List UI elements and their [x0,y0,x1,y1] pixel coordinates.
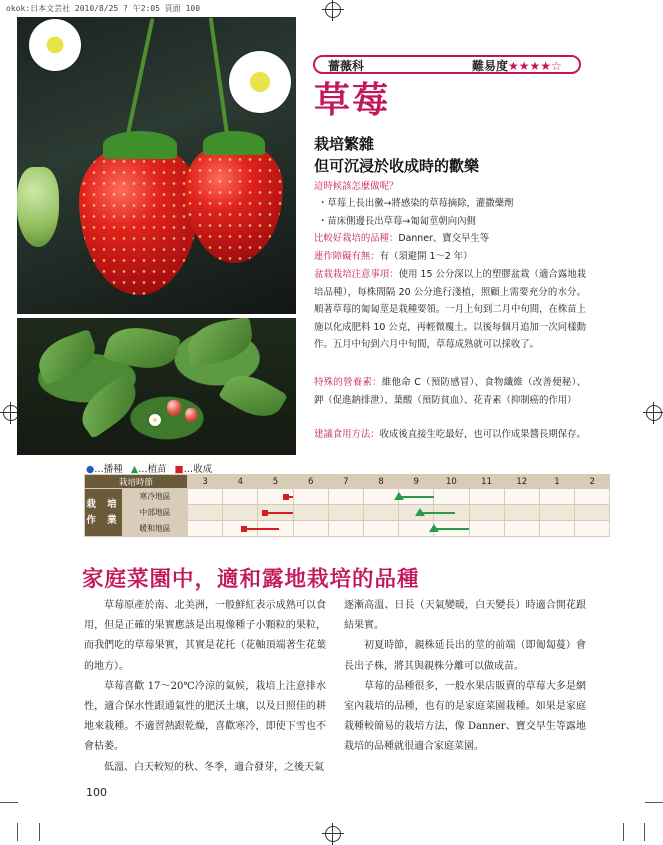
month-header: 7 [328,475,363,489]
cultivation-schedule [84,474,610,537]
registration-mark-right [646,405,662,421]
troubleshooting-item: ・草莓上長出黴→將感染的草莓摘除，灌撒藥劑 [318,198,514,209]
month-header: 8 [363,475,398,489]
legend-harvest: ■…收成 [174,464,213,475]
difficulty-stars: ★★★★☆ [508,59,562,73]
varieties-value: Danner、寶交早生等 [398,233,490,244]
varieties-label: 比較好栽培的品種： [314,233,399,244]
strawberry-calyx [103,131,177,159]
harvest-bar [265,512,293,514]
schedule-legend [86,461,220,475]
stem [124,18,155,146]
crop-mark [623,823,624,841]
unripe-strawberry [17,167,59,247]
planting-bar [434,528,469,530]
troubleshooting-item: ・苗床側邊長出草莓→匍匐莖朝向內側 [318,216,476,227]
troubleshooting-title: 這時候該怎麼做呢？ [314,181,399,192]
notes-label: 盆栽栽培注意事項： [314,269,399,280]
month-header: 11 [469,475,504,489]
crop-mark [645,802,663,803]
month-header: 6 [293,475,328,489]
print-header: okok:日本文芸社 2010/8/25 ? 午2:05 頁面 100 [6,4,201,13]
strawberry-plants-photo [17,318,296,455]
region-cold: 寒冷地區 [123,489,188,505]
leaf [103,320,181,377]
strawberry-right [185,143,283,263]
registration-mark-bottom [325,826,341,842]
rotation-value: 有（須避開 1～2 年） [379,251,473,262]
subtitle-line-1: 栽培繁雜 [314,135,375,153]
body-paragraph: 草莓原產於南、北美洲，一般鮮紅表示成熟可以食用，但是正確的果實應該是出現像種子小顆粒的果粒，而我們吃的草莓果實，其實是花托（花軸頂端著生花葉的地方）。 [84,600,326,672]
month-header: 12 [504,475,539,489]
difficulty-rating [472,57,562,74]
strawberry-calyx [203,131,265,155]
legend-planting: ▲…植苗 [130,464,167,475]
notes-text: 使用 15 公分深以上的塑膠盆栽（適合露地栽培品種），每株間隔 20 公分進行淺植，照顧上需要充分的水分。順著草莓的匍匐莖是栽種要領。一月上旬到二月中旬間，在株苗上施以化成肥料 10 公克，再輕微覆土。以後每個月追加一次同樣動作。五月中旬到六月中旬間，草莓成熟就可以採收了。 [314,269,586,351]
body-paragraph: 草莓喜歡 17～20℃冷涼的氣候，栽培上注意排水性，適合保水性跟通氣性的肥沃土壤，以及日照佳的耕地來栽種。不適習熱跟乾燥，喜歡寒冷，即使下雪也不會枯萎。 [84,680,326,753]
crop-rotation [314,249,586,265]
planting-bar [399,496,434,498]
body-column-right [344,596,586,758]
eating-text: 收成後直接生吃最好，也可以作成果醬長期保存。 [379,429,586,440]
month-header: 4 [223,475,258,489]
strawberry-large [79,145,199,295]
nutrition-label: 特殊的營養素： [314,377,382,388]
schedule-header-label: 栽培時節 [85,475,188,489]
schedule-row-label: 栽 培 作 業 [85,489,123,537]
body-paragraph-continued: 逐漸高溫、日長（天氣變暖，白天變長）時適合開花跟結果實。 [344,600,586,632]
rotation-label: 連作障礙有無： [314,251,380,262]
strawberry-flower [149,414,161,426]
leaf [184,318,256,367]
planting-bar [420,512,455,514]
stem [209,17,230,136]
month-header: 2 [575,475,610,489]
page-number: 100 [86,786,107,799]
month-header: 3 [188,475,223,489]
crop-mark [39,823,40,841]
small-strawberry [167,400,181,416]
subtitle-line-2: 但可沉浸於收成時的歡樂 [314,157,480,175]
nutrition-text: 維他命 C（預防感冒）、食物纖維（改善便秘）、鉀（促進鈉排泄）、葉酸（預防貧血）、花青素（抑制癌的作用） [314,377,586,406]
nutrition-info [314,374,586,409]
strawberry-flower [29,19,81,71]
month-header: 10 [434,475,469,489]
recommended-varieties [314,231,586,247]
page-title: 草莓 [314,79,391,121]
region-central: 中部地區 [123,505,188,521]
month-header: 9 [399,475,434,489]
eating-suggestion [314,426,586,444]
crop-mark [17,823,18,841]
strawberry-photo [17,17,296,314]
registration-mark-top [325,2,341,18]
harvest-bar [286,496,293,498]
region-warm: 暖和地區 [123,521,188,537]
difficulty-label: 難易度 [472,59,509,73]
body-paragraph: 草莓的品種很多，一般水果店販賣的草莓大多是網室內栽培的品種，也有的是家庭菜園栽種。如果是家庭栽種較簡易的栽培方法，像 Danner、寶交早生等露地栽培的品種就很適合家庭菜園。 [344,680,586,753]
harvest-bar [244,528,279,530]
legend-sowing: ●…播種 [86,464,123,475]
leaf [72,373,145,439]
body-paragraph: 初夏時節，親株延長出的莖的前端（即匍匐蔓）會長出子株，將其與親株分離可以做成苗。 [344,640,586,672]
body-column-left [84,596,326,778]
crop-mark [644,823,645,841]
leaf [218,365,288,426]
container-growing-notes [314,266,586,354]
strawberry-flower [229,51,291,113]
plant-family: 薔薇科 [328,59,365,73]
month-header: 5 [258,475,293,489]
eating-label: 建議食用方法： [314,429,380,440]
crop-mark [0,802,18,803]
month-header: 1 [539,475,574,489]
section-title: 家庭菜園中，適和露地栽培的品種 [82,567,420,592]
leaf [32,329,101,385]
body-paragraph: 低溫、白天較短的秋、冬季，適合發芽，之後天氣 [104,761,324,773]
small-strawberry [185,408,197,422]
